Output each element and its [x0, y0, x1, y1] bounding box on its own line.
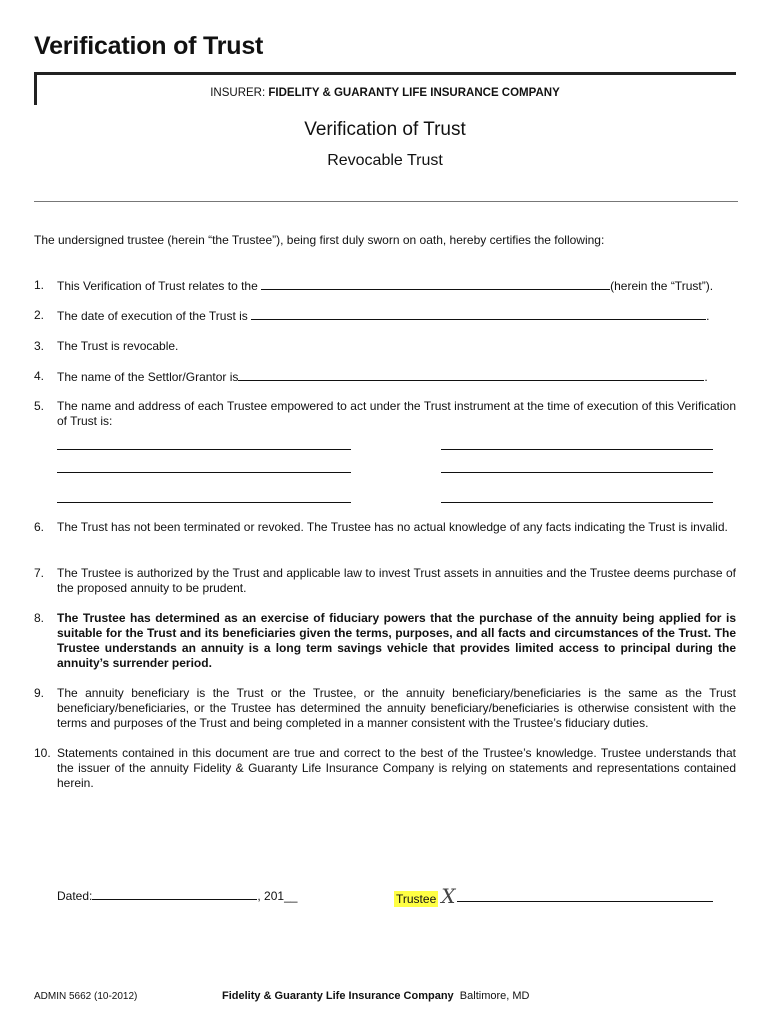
footer-location: Baltimore, MD: [459, 990, 530, 1002]
item-2-text: The date of execution of the Trust is: [57, 309, 248, 323]
trustee-signature-block: [394, 884, 456, 908]
item-9-text: The annuity beneficiary is the Trust or the Trustee, or the annuity beneficiary/beneficiaries is the same as the Trust beneficiary/beneficiaries, or the Trustee has determined the annuity beneficiary/beneficiaries is otherwise consistent with the terms and purposes of the Trust and being completed in a manner consistent with the Trustee’s fiduciary duties.: [57, 686, 736, 730]
insurer-label: INSURER:: [210, 87, 266, 99]
year-prefix: , 201: [257, 889, 285, 903]
execution-date-field[interactable]: [251, 308, 706, 320]
item-4-text: The name of the Settlor/Grantor is: [57, 370, 239, 384]
trustee-name-address-field[interactable]: [57, 449, 351, 450]
footer-company: [222, 990, 529, 1002]
insurer-name: FIDELITY & GUARANTY LIFE INSURANCE COMPANY: [268, 87, 560, 99]
footer-company-name: Fidelity & Guaranty Life Insurance Company: [222, 990, 454, 1002]
page-title: Verification of Trust: [34, 32, 264, 60]
item-number: 1.: [34, 278, 45, 292]
item-number: 7.: [34, 566, 45, 580]
item-2-suffix: .: [706, 309, 710, 323]
form-number: ADMIN 5662 (10-2012): [34, 991, 138, 1002]
trustee-name-address-field[interactable]: [57, 502, 351, 503]
section-divider: [34, 201, 738, 202]
item-1-text: This Verification of Trust relates to the: [57, 279, 258, 293]
settlor-name-field[interactable]: [238, 369, 704, 381]
dated-row: [57, 888, 297, 903]
item-number: 9.: [34, 686, 45, 700]
date-field[interactable]: [92, 888, 257, 900]
insurer-line: [0, 87, 770, 99]
item-number: 3.: [34, 339, 45, 353]
item-number: 10.: [34, 746, 51, 760]
dated-label: Dated:: [57, 889, 93, 903]
document-subtitle: Revocable Trust: [327, 152, 443, 169]
item-4-suffix: .: [704, 370, 708, 384]
trust-name-field[interactable]: [261, 278, 610, 290]
trustee-signature-field[interactable]: [457, 901, 713, 902]
item-6-text: The Trust has not been terminated or revoked. The Trustee has no actual knowledge of any facts indicating the Trust is invalid.: [57, 520, 728, 534]
item-number: 6.: [34, 520, 45, 534]
header-frame-top-rule: [34, 72, 736, 75]
signature-x-mark: X: [441, 884, 456, 908]
item-number: 2.: [34, 308, 45, 322]
item-number: 8.: [34, 611, 45, 625]
item-number: 4.: [34, 369, 45, 383]
item-7-text: The Trustee is authorized by the Trust and applicable law to invest Trust assets in annuities and the Trustee deems purchase of the proposed annuity to be prudent.: [57, 566, 736, 595]
trustee-name-address-field[interactable]: [441, 502, 713, 503]
trustee-name-address-field[interactable]: [441, 472, 713, 473]
item-10-text: Statements contained in this document are true and correct to the best of the Trustee’s knowledge. Trustee understands that the issuer of the annuity Fidelity & Guaranty Life Insurance Company is relying on statements and representations contained herein.: [57, 746, 736, 790]
trustee-label: Trustee: [396, 892, 437, 906]
item-8-text: The Trustee has determined as an exercise of fiduciary powers that the purchase of the annuity being applied for is suitable for the Trust and its beneficiaries given the terms, purposes, and all facts and circumstances of the Trust. The Trustee understands an annuity is a long term savings vehicle that provides limited access to principal during the annuity’s surrender period.: [57, 611, 736, 670]
trustee-name-address-field[interactable]: [441, 449, 713, 450]
trustee-name-address-field[interactable]: [57, 472, 351, 473]
item-5-text: The name and address of each Trustee empowered to act under the Trust instrument at the time of execution of this Verification of Trust is:: [57, 399, 736, 428]
intro-statement: The undersigned trustee (herein “the Trustee”), being first duly sworn on oath, hereby certifies the following:: [34, 233, 605, 247]
year-suffix-field[interactable]: __: [284, 889, 298, 903]
item-number: 5.: [34, 399, 45, 413]
item-3-text: The Trust is revocable.: [57, 339, 179, 353]
document-title: Verification of Trust: [304, 119, 466, 140]
item-1-suffix: (herein the “Trust”).: [610, 279, 714, 293]
